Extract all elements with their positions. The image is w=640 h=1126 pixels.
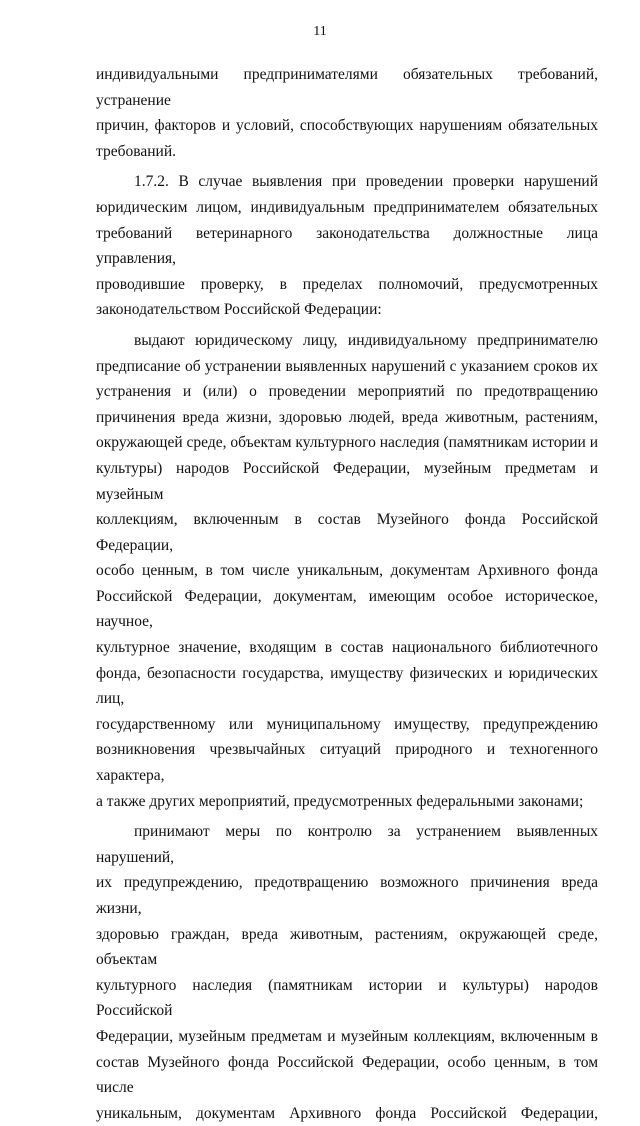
text-line [96,169,598,195]
text-line [96,1101,598,1126]
text-line-content: принимают меры по контролю за устранением выявленных нарушений, [96,823,598,866]
page-number: 11 [313,24,327,39]
text-line-content: культурное значение, входящим в состав национального библиотечного [96,639,598,657]
text-line [96,62,598,113]
text-line-content: окружающей среде, объектам культурного наследия (памятникам истории и [96,434,598,452]
text-line [96,973,598,1024]
text-line-content: юридическим лицом, индивидуальным предпринимателем обязательных [96,198,598,216]
text-line-content: Федерации, музейным предметам и музейным коллекциям, включенным в [96,1027,598,1045]
text-line-content: Российской Федерации, документам, имеющим особое историческое, научное, [96,587,598,631]
text-line [96,635,598,661]
text-line-content: требований ветеринарного законодательства должностные лица управления, [96,224,598,268]
text-line [96,1024,598,1050]
text-line [96,737,598,788]
text-line [96,272,598,298]
text-line [96,297,598,323]
text-line-content: требований. [96,142,176,160]
text-line-content: индивидуальными предпринимателями обязательных требований, устранение [96,66,598,109]
text-line-content: государственному или муниципальному имуществу, предупреждению [96,715,598,733]
text-line-content: возникновения чрезвычайных ситуаций природного и техногенного характера, [96,741,598,785]
text-line [96,328,598,354]
text-line [96,379,598,405]
text-line-content: уникальным, документам Архивного фонда Российской Федерации, [96,1104,598,1122]
text-line [96,113,598,139]
text-line [96,507,598,558]
text-line [96,405,598,431]
text-line [96,354,598,380]
text-line-content: выдают юридическому лицу, индивидуальному предпринимателю [134,331,598,349]
text-line [96,661,598,712]
text-line-content: устранения и (или) о проведении мероприятий по предотвращению [96,383,598,401]
text-line [96,221,598,272]
text-line-content: предписание об устранении выявленных нарушений с указанием сроков их [96,357,598,375]
text-line [96,922,598,973]
text-line-content: их предупреждению, предотвращению возможного причинения вреда жизни, [96,874,598,917]
text-line [96,430,598,456]
text-line [96,1050,598,1101]
text-line-content: законодательством Российской Федерации: [96,301,382,319]
text-line-content: причин, факторов и условий, способствующих нарушениям обязательных [96,117,598,135]
text-line-content: фонда, безопасности государства, имуществу физических и юридических лиц, [96,664,598,708]
text-line [96,789,598,815]
document-body [96,62,598,1126]
text-line [96,870,598,921]
text-line [96,139,598,165]
text-line [96,712,598,738]
text-line [96,558,598,584]
text-line-content: 1.7.2. В случае выявления при проведении проверки нарушений [134,173,598,191]
text-line-content: коллекциям, включенным в состав Музейного фонда Российской Федерации, [96,511,598,554]
text-line [96,456,598,507]
text-line-content: причинения вреда жизни, здоровью людей, вреда животным, растениям, [96,408,598,426]
text-line-content: культуры) народов Российской Федерации, музейным предметам и музейным [96,459,598,503]
text-line-content: состав Музейного фонда Российской Федерации, особо ценным, в том числе [96,1053,598,1097]
text-line-content: особо ценным, в том числе уникальным, документам Архивного фонда [96,562,598,580]
text-line-content: здоровью граждан, вреда животным, растениям, окружающей среде, объектам [96,925,598,969]
text-line-content: проводившие проверку, в пределах полномочий, предусмотренных [96,275,598,293]
text-line [96,819,598,870]
text-line-content: культурного наследия (памятникам истории и культуры) народов Российской [96,976,598,1020]
text-line-content: а также других мероприятий, предусмотренных федеральными законами; [96,792,584,810]
text-line [96,584,598,635]
text-line [96,195,598,221]
